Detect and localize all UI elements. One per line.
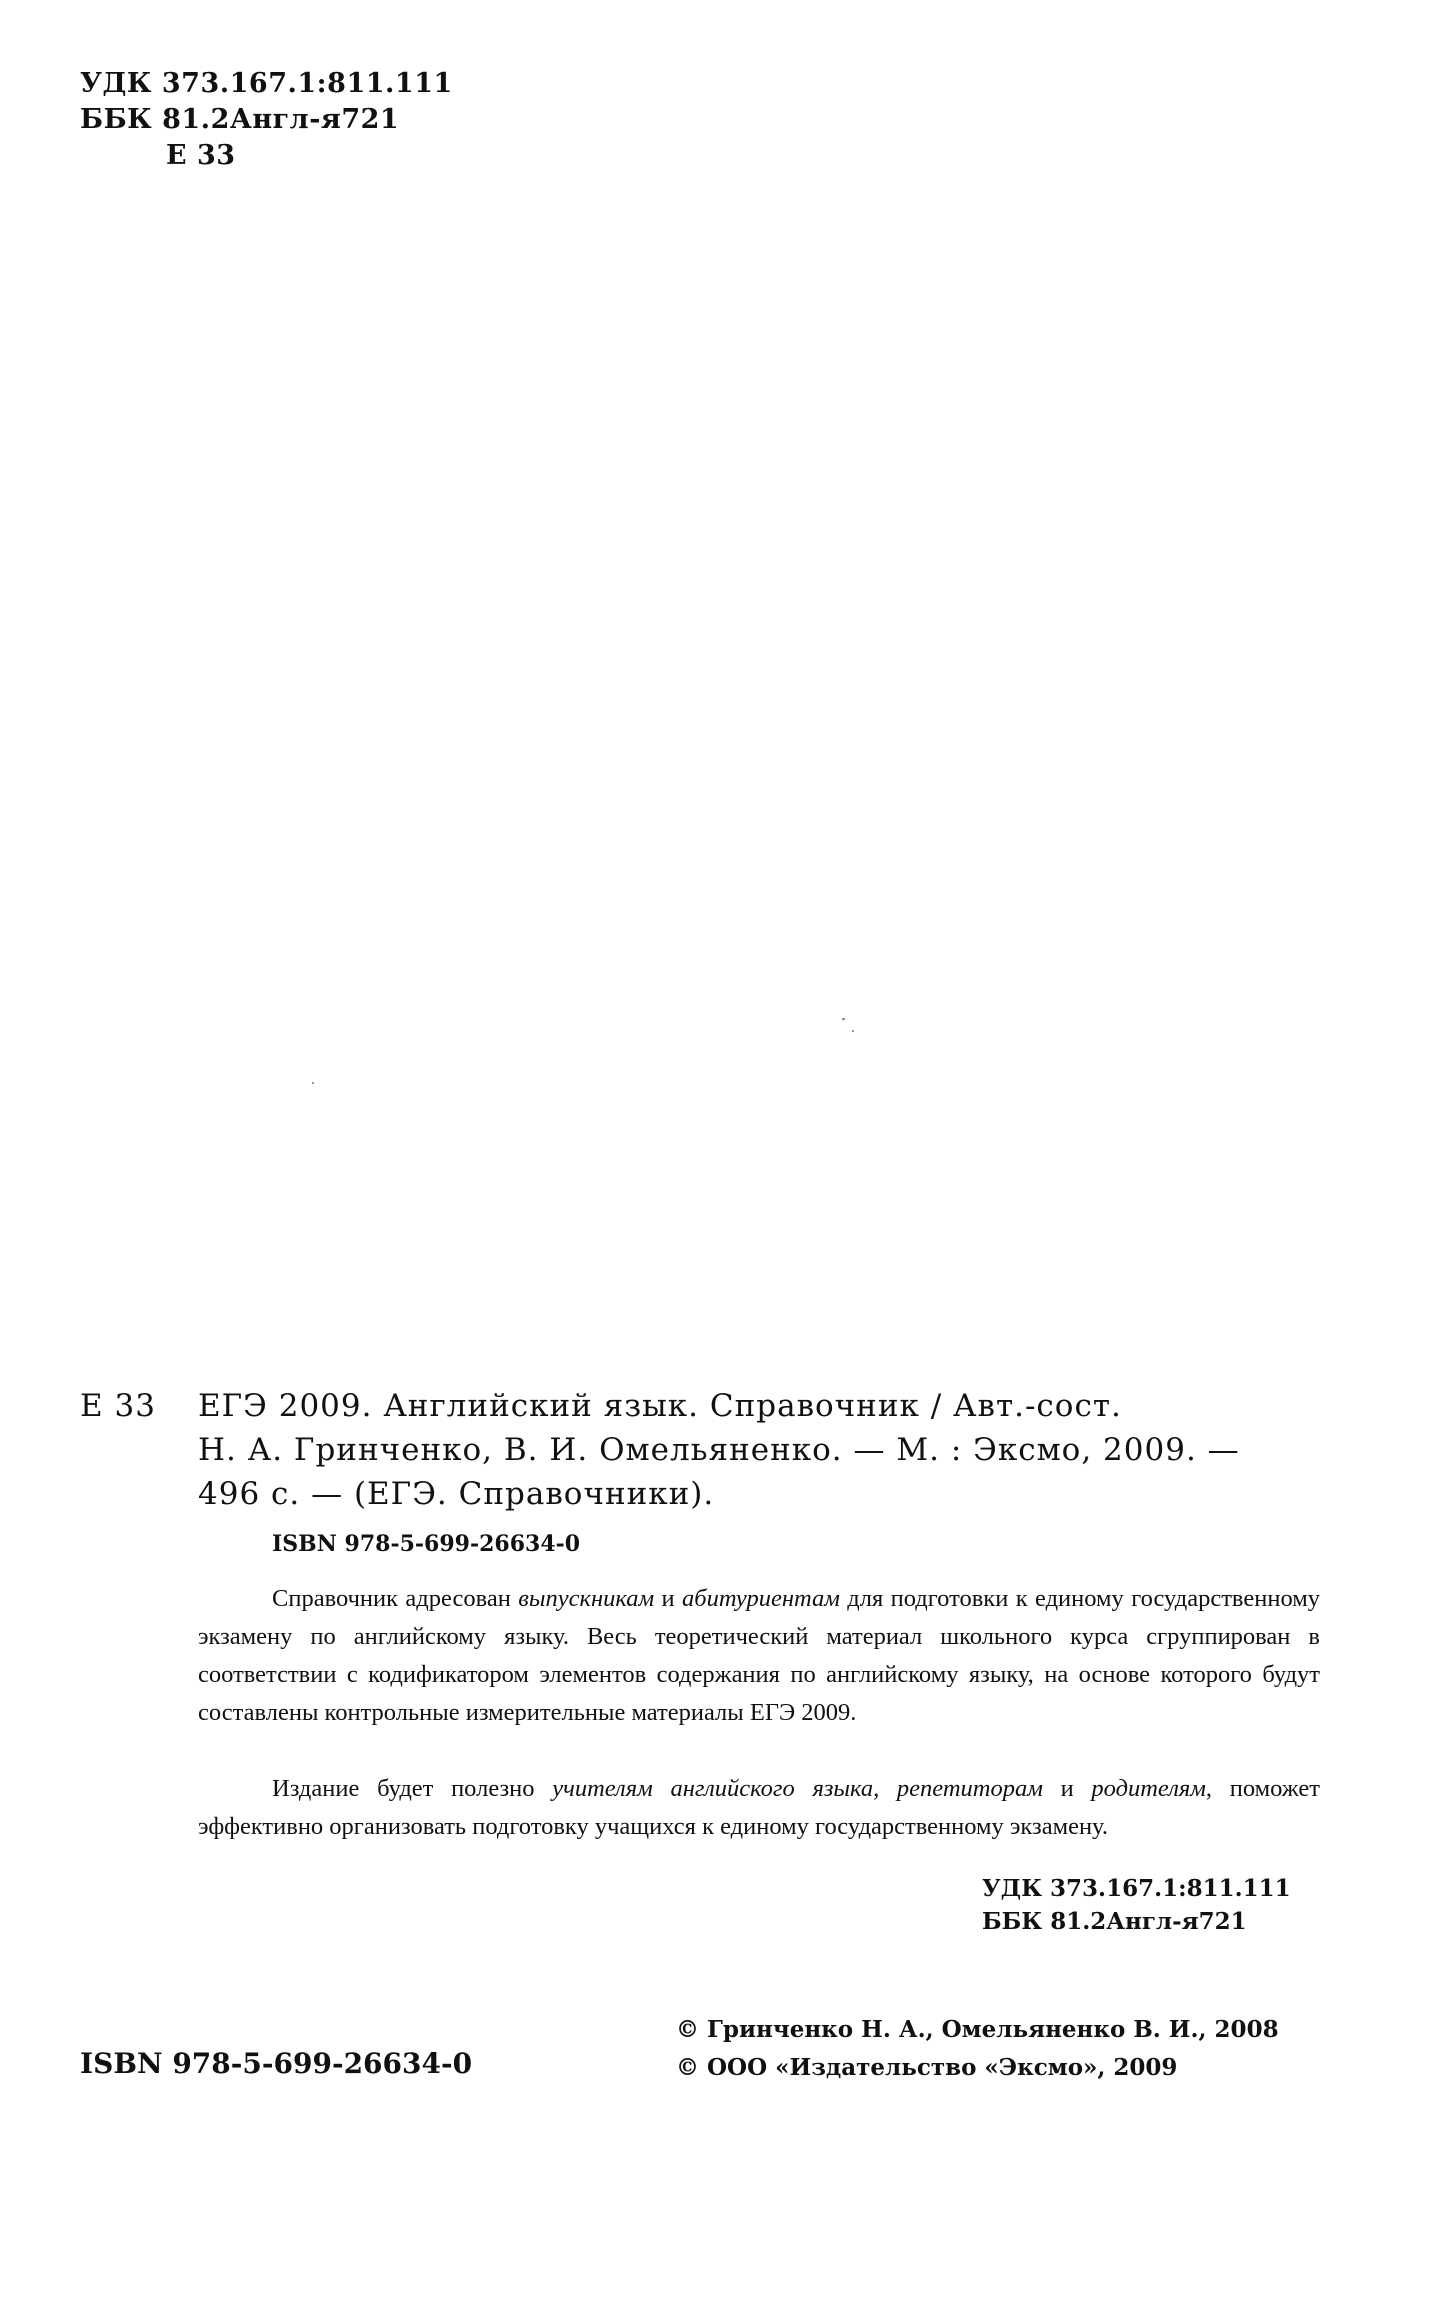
bbk-code-top: ББК 81.2Англ-я721 [80,104,400,135]
author-sign-top: Е 33 [166,140,236,171]
udk-code-top: УДК 373.167.1:811.111 [80,68,453,99]
scan-speck [312,1082,314,1084]
annotation-text: для подготовки к единому государственному экзамену по английскому языку. Весь теоретический материал школьного курса сгруппирован в соответствии с кодификатором элементов содержания по английскому языку, на основе которого будут составлены контрольные измерительные материалы ЕГЭ 2009. [198,1585,1320,1726]
annotation-text: и [1042,1775,1092,1802]
entry-isbn: ISBN 978-5-699-26634-0 [272,1531,581,1557]
footer-isbn: ISBN 978-5-699-26634-0 [80,2047,473,2080]
annotation-paragraph-2 [198,1770,1320,1846]
annotation-text: , поможет эффективно организовать подготовку учащихся к единому государственному экзамену. [198,1775,1320,1840]
bbk-code-bottom: ББК 81.2Англ-я721 [982,1908,1247,1935]
entry-line-2: Н. А. Гринченко, В. И. Омельяненко. — М. : Эксмо, 2009. — [198,1432,1240,1468]
annotation-text: Справочник адресован [272,1585,519,1612]
copyright-authors: © Гринченко Н. А., Омельяненко В. И., 2008 [676,2016,1279,2043]
annotation-text: Издание будет полезно [272,1775,553,1802]
annotation-emphasis: выпускникам [518,1585,655,1612]
entry-line-3: 496 с. — (ЕГЭ. Справочники). [198,1476,715,1512]
copyright-publisher: © ООО «Издательство «Эксмо», 2009 [676,2054,1178,2081]
udk-code-bottom: УДК 373.167.1:811.111 [982,1875,1291,1902]
annotation-text: и [654,1585,682,1612]
annotation-paragraph-1 [198,1580,1320,1732]
scan-speck [852,1030,854,1032]
annotation-emphasis: абитуриентам [682,1585,840,1612]
annotation-emphasis: учителям английского языка, репетиторам [552,1775,1043,1802]
scan-speck [842,1018,845,1020]
entry-author-sign: Е 33 [80,1388,156,1424]
annotation-emphasis: родителям [1091,1775,1206,1802]
entry-line-1: ЕГЭ 2009. Английский язык. Справочник / Авт.-сост. [198,1388,1122,1424]
